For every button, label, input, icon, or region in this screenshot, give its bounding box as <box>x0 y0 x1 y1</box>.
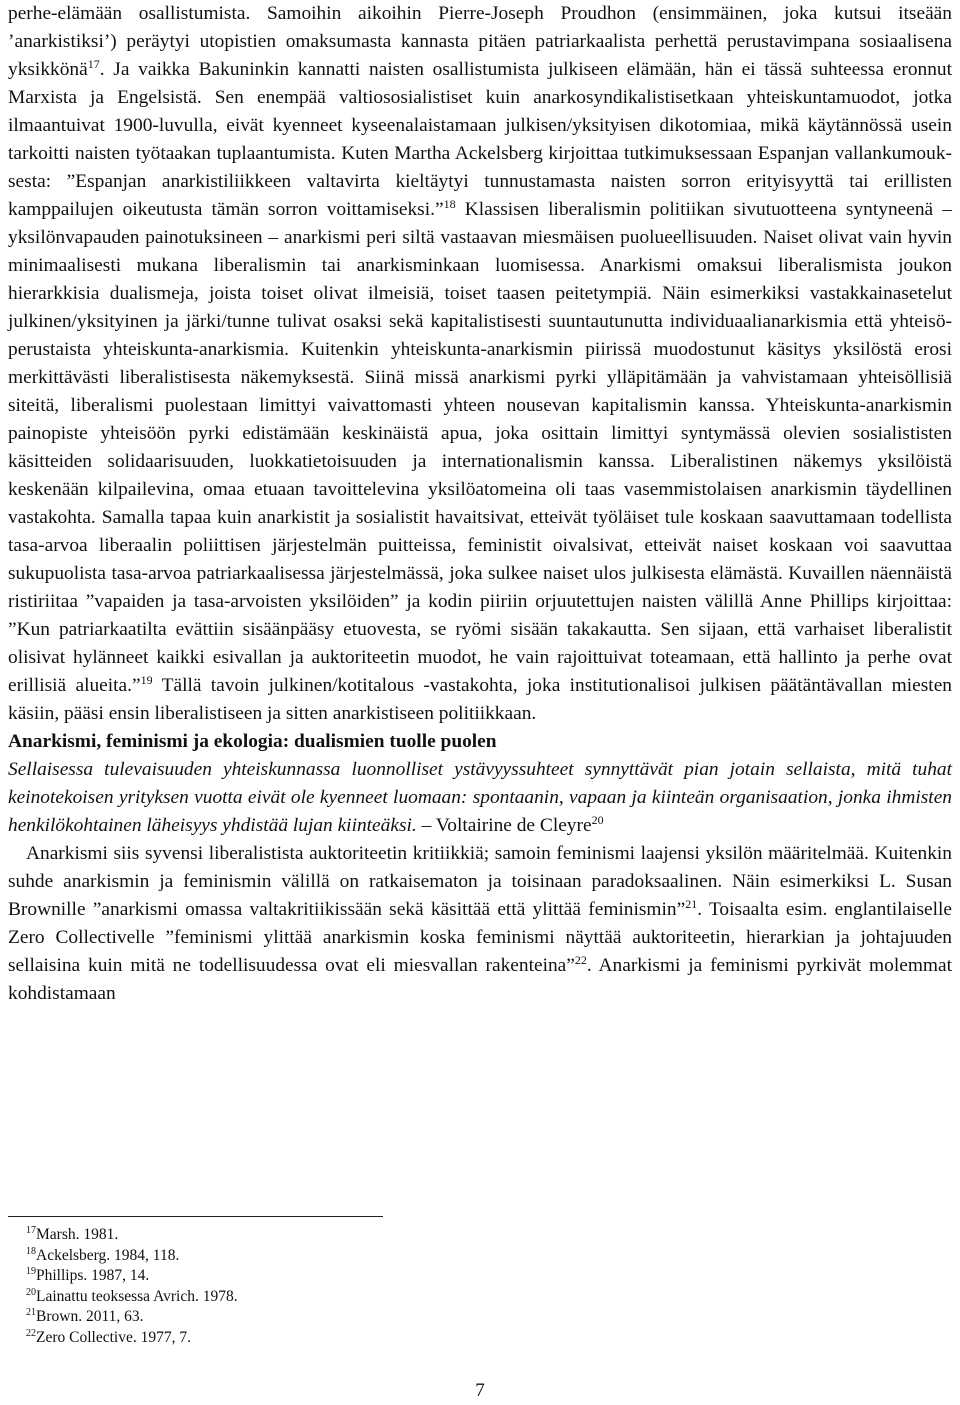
footnote-ref-19[interactable]: 19 <box>140 673 153 687</box>
footnote-number: 19 <box>26 1266 36 1277</box>
body-text <box>8 0 952 1008</box>
paragraph-anarchism-feminism <box>8 840 952 1008</box>
footnote-ref-18[interactable]: 18 <box>443 197 456 211</box>
footnote-number: 21 <box>26 1307 36 1318</box>
text-run: . Ja vaikka Bakuninkin kannatti naisten osallistumista julkiseen elämään, hän ei tässä suhteessa eronnut Marxista ja Engelsistä. Sen enempää valtiososialistiset kuin anarkosyndikalistisetkaan yhteiskuntamuodot, jotka ilmaantuivat 1900-luvulla, eivät kyenneet kyseenalaistamaan julkisen/yksityisen dikotomiaa, mikä käytännössä usein tarkoitti naisten työtaakan tuplaantumista. Kuten Martha Ackelsberg kirjoittaa tutkimuksessaan Espanjan vallankumouksesta: ”Espanjan anarkistiliikkeen valtavirta kieltäytyi tunnustamasta naisten sorron erityisyyttä tai erillisten kamppailujen oikeutusta tämän sorron voittamiseksi.” <box>8 59 952 220</box>
footnote-text: Marsh. 1981. <box>36 1226 119 1243</box>
footnote-20 <box>26 1287 238 1308</box>
text-run: Anarkismi siis syvensi liberalistista auktoriteetin kritiikkiä; samoin feminismi laajensi yksilön määritelmää. Kuitenkin suhde anarkismin ja feminismin välillä on ratkaisematon ja toisinaan paradoksaalinen. Näin esimerkiksi L. Susan Brownille ”anarkismi omassa valtakritiikissään sekä käsittää että ylittää feminismin” <box>8 843 952 920</box>
footnote-ref-21[interactable]: 21 <box>685 897 698 911</box>
footnote-number: 20 <box>26 1286 36 1298</box>
footnote-divider <box>8 1216 383 1217</box>
text-run: Klassisen liberalismin politiikan sivutuotteena syntyneenä – yksilönvapauden painotuksineen – anarkismi peri siltä vastaavan miesmäisen puolueellisuuden. Naiset olivat vain hyvin minimaalisesti mukana liberalismin tai anarkisminkaan luomisessa. Anarkismi omaksui liberalismista joukon hierarkkisia dualismeja, joista toiset olivat ilmeisiä, toiset taasen peitetympiä. Näin esimerkiksi vastakkainasetelut julkinen/yksityinen ja järki/tunne tulivat osaksi sekä kapitalistisesti suuntautunutta individuaalianarkismia että yhteisöperustaista yhteiskunta-anarkismia. Kuitenkin yhteiskunta-anarkismin piirissä muodostunut käsitys yksilöstä erosi merkittävästi liberalistisesta näkemyksestä. Siinä missä anarkismi pyrki ylläpitämään ja vahvistamaan yhteisöllisiä siteitä, liberalismi puolestaan limittyi vaivattomasti yhteen nousevan kapitalismin kanssa. Yhteiskunta-anarkismin painopiste yhteisöön pyrki edistämään keskinäistä apua, joka osittain limittyi syntymässä olevien sosialististen käsitteiden solidaarisuuden, luokkatietoisuuden ja internationalismin kanssa. Liberalistinen näkemys yksilöistä keskenään kilpailevina, omaa etuaan tavoittelevina yksilöatomeina oli taas vasemmistolaisen anarkismin täydellinen vastakohta. Samalla tapaa kuin anarkistit ja sosialistit havaitsivat, etteivät työläiset tule koskaan saavuttamaan todellista tasa-arvoa liberaalin poliittisen järjestelmän puitteissa, feministit oivalsivat, etteivät naiset koskaan voi saavuttaa sukupuolista tasa-arvoa patriarkaalisessa järjestelmässä, joka sulkee naiset ulos julkisesta elämästä. Kuvaillen näennäistä ristiriitaa ”vapaiden ja tasa-arvoisten yksilöiden” ja kodin piiriin orjuutettujen naisten välillä Anne Phillips kirjoittaa: ”Kun patriarkaatilta evättiin sisäänpääsy etuovesta, se ryömi sisään takakautta. Sen sijaan, että varhaiset liberalistit olisivat hylänneet kaikki esivallan ja auktoriteetin muodot, he vain rajoittuivat toteamaan, että hallinto ja perhe ovat erillisiä alueita.” <box>8 199 952 696</box>
footnote-number: 17 <box>26 1225 36 1236</box>
footnote-18 <box>26 1246 238 1267</box>
footnote-17 <box>26 1225 238 1246</box>
text-run: . Toisaalta esim. englantilaiselle Zero Collectivelle ”feminismi ylittää anarkismin koska feminismi näyttää auktoriteetin, hierarkian ja johtajuuden sellaisina kuin mitä ne todellisuudessa ovat eli miesvallan rakenteina” <box>8 899 952 976</box>
text-run: Tällä tavoin julkinen/kotitalous -vastakohta, joka institutionalisoi julkisen päätäntävallan miesten käsiin, pääsi ensin liberalistiseen ja sitten anarkistiseen politiikkaan. <box>8 675 952 724</box>
epigraph-attribution: – Voltairine de Cleyre <box>416 815 592 836</box>
footnote-text: Lainattu teoksessa Avrich. 1978. <box>36 1287 238 1305</box>
paragraph-dualisms <box>8 0 952 728</box>
footnote-ref-17[interactable]: 17 <box>87 57 100 71</box>
footnote-number: 22 <box>26 1327 36 1339</box>
footnote-19 <box>26 1266 238 1287</box>
footnote-number: 18 <box>26 1245 36 1257</box>
footnote-21 <box>26 1307 238 1328</box>
footnote-text: Brown. 2011, 63. <box>36 1308 144 1325</box>
footnote-ref-22[interactable]: 22 <box>574 953 587 967</box>
epigraph <box>8 756 952 840</box>
epigraph-quote: Sellaisessa tulevaisuuden yhteiskunnassa luonnolliset ystävyyssuhteet synnyttävät pian jotain sellaista, mitä tuhat keinotekoisen yrityksen vuotta eivät ole kyenneet luomaan: spontaanin, vapaan ja kiinteän organisaation, jonka ihmisten henkilökohtainen läheisyys yhdistää lujan kiinteäksi. <box>8 759 952 836</box>
footnote-text: Zero Collective. 1977, 7. <box>36 1328 191 1346</box>
text-run: perhe-elämään osallistumista. Samoihin aikoihin Pierre-Joseph Proudhon (ensimmäinen, joka kutsui itseään ’anarkistiksi’) peräytyi utopistien omaksumasta kannasta pitäen patriarkaalista perhettä perustavimpana sosiaalisena yksikkönä <box>8 3 952 80</box>
text-run: . Anarkismi ja feminismi pyrkivät molemmat kohdistamaan <box>8 955 952 1004</box>
footnote-22 <box>26 1328 238 1349</box>
page-number: 7 <box>475 1380 485 1401</box>
footnote-text: Phillips. 1987, 14. <box>36 1267 150 1284</box>
footnote-ref-20[interactable]: 20 <box>591 813 604 827</box>
footnotes <box>26 1225 238 1348</box>
footnote-text: Ackelsberg. 1984, 118. <box>36 1246 180 1264</box>
section-heading: Anarkismi, feminismi ja ekologia: dualismien tuolle puolen <box>8 731 497 752</box>
